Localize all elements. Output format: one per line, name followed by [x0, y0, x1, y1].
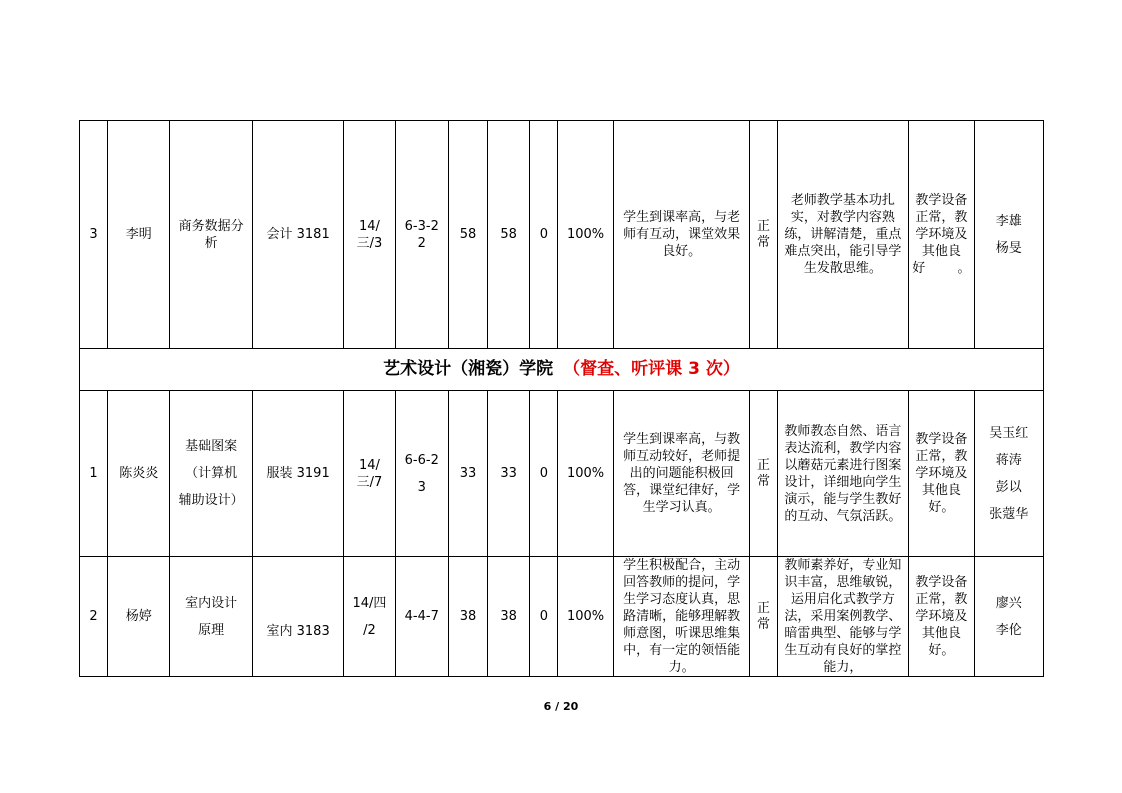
study-comment: 学生到课率高，与老师有互动，课堂效果良好。 [613, 121, 750, 349]
course-line: 原理 [198, 622, 225, 638]
attendance-rate: 100% [558, 391, 613, 557]
teaching-comment: 教师素养好，专业知识丰富，思维敏锐，运用启化式教学方法，采用案例教学、暗雷典型、能够与学生互动有良好的掌控能力， [777, 557, 909, 677]
inspectors [974, 121, 1043, 349]
course-line: 室内设计 [185, 595, 238, 611]
class-name: 会计 3181 [252, 121, 343, 349]
attendance-rate: 100% [558, 557, 613, 677]
inspector-name: 蒋涛 [995, 452, 1022, 468]
order-status-text: 正常 [756, 218, 770, 250]
table-row [80, 121, 1044, 349]
inspection-table [79, 120, 1044, 677]
environment-comment: 教学设备正常，教学环境及其他良好。 [909, 557, 974, 677]
inspector-name: 廖兴 [995, 595, 1022, 611]
course-name [170, 391, 252, 557]
week-day: 14/三/7 [344, 391, 395, 557]
teacher-name: 李明 [108, 121, 170, 349]
table-row [80, 557, 1044, 677]
course-name [170, 557, 252, 677]
absent-count: 0 [530, 391, 558, 557]
environment-comment: 教学设备正常，教学环境及其他良好。 [909, 391, 974, 557]
period: 6-3-2 2 [395, 121, 448, 349]
order-status [750, 121, 777, 349]
teacher-name: 陈炎炎 [108, 391, 170, 557]
teaching-comment: 老师教学基本功扎实，对教学内容熟练，讲解清楚，重点难点突出，能引导学生发散思维。 [777, 121, 909, 349]
inspector-name: 杨旻 [995, 240, 1022, 256]
order-status [750, 391, 777, 557]
table-row [80, 391, 1044, 557]
teacher-name: 杨婷 [108, 557, 170, 677]
section-header [80, 349, 1044, 391]
row-number: 2 [80, 557, 108, 677]
enrolled-count: 38 [448, 557, 487, 677]
environment-comment: 教学设备正常，教学环境及其他良好。 [909, 121, 974, 349]
week-day: 14/三/3 [344, 121, 395, 349]
course-line: （计算机 [185, 466, 238, 481]
row-number: 3 [80, 121, 108, 349]
section-note: （督查、听评课 3 次） [563, 359, 740, 379]
period-line: 6-6-2 [404, 452, 439, 468]
period-line: 3 [417, 479, 426, 495]
attendance-rate: 100% [558, 121, 613, 349]
present-count: 38 [488, 557, 530, 677]
order-status [750, 557, 777, 677]
class-name: 室内 3183 [252, 557, 343, 677]
inspector-name: 彭以 [995, 479, 1022, 495]
section-header-cell [80, 349, 1044, 391]
week-line: /2 [363, 622, 376, 638]
teaching-comment: 教师教态自然、语言表达流利，教学内容以蘑菇元素进行图案设计，详细地向学生演示，能与学生教好的互动、气氛活跃。 [777, 391, 909, 557]
course-line: 辅助设计） [178, 493, 244, 508]
inspectors [974, 391, 1043, 557]
class-name: 服装 3191 [252, 391, 343, 557]
absent-count: 0 [530, 557, 558, 677]
inspector-name: 李雄 [995, 213, 1022, 229]
order-status-text: 正常 [756, 600, 770, 632]
enrolled-count: 33 [448, 391, 487, 557]
order-status-text: 正常 [756, 457, 770, 489]
absent-count: 0 [530, 121, 558, 349]
present-count: 33 [488, 391, 530, 557]
course-name: 商务数据分析 [170, 121, 252, 349]
page-number: 6 / 20 [543, 700, 579, 713]
present-count: 58 [488, 121, 530, 349]
period: 4-4-7 [395, 557, 448, 677]
inspector-name: 李伦 [995, 622, 1022, 638]
period [395, 391, 448, 557]
study-comment: 学生到课率高，与教师互动较好，老师提出的问题能积极回答，课堂纪律好，学生学习认真。 [613, 391, 750, 557]
inspectors [974, 557, 1043, 677]
row-number: 1 [80, 391, 108, 557]
inspector-name: 吴玉红 [989, 425, 1029, 441]
section-title: 艺术设计（湘瓷）学院 [383, 359, 554, 379]
course-line: 基础图案 [185, 439, 238, 454]
week-line: 14/四 [352, 595, 387, 611]
week-day [344, 557, 395, 677]
study-comment: 学生积极配合，主动回答教师的提问，学生学习态度认真，思路清晰，能够理解教师意图，听课思维集中，有一定的领悟能力。 [613, 557, 750, 677]
enrolled-count: 58 [448, 121, 487, 349]
inspector-name: 张蔻华 [989, 506, 1029, 522]
